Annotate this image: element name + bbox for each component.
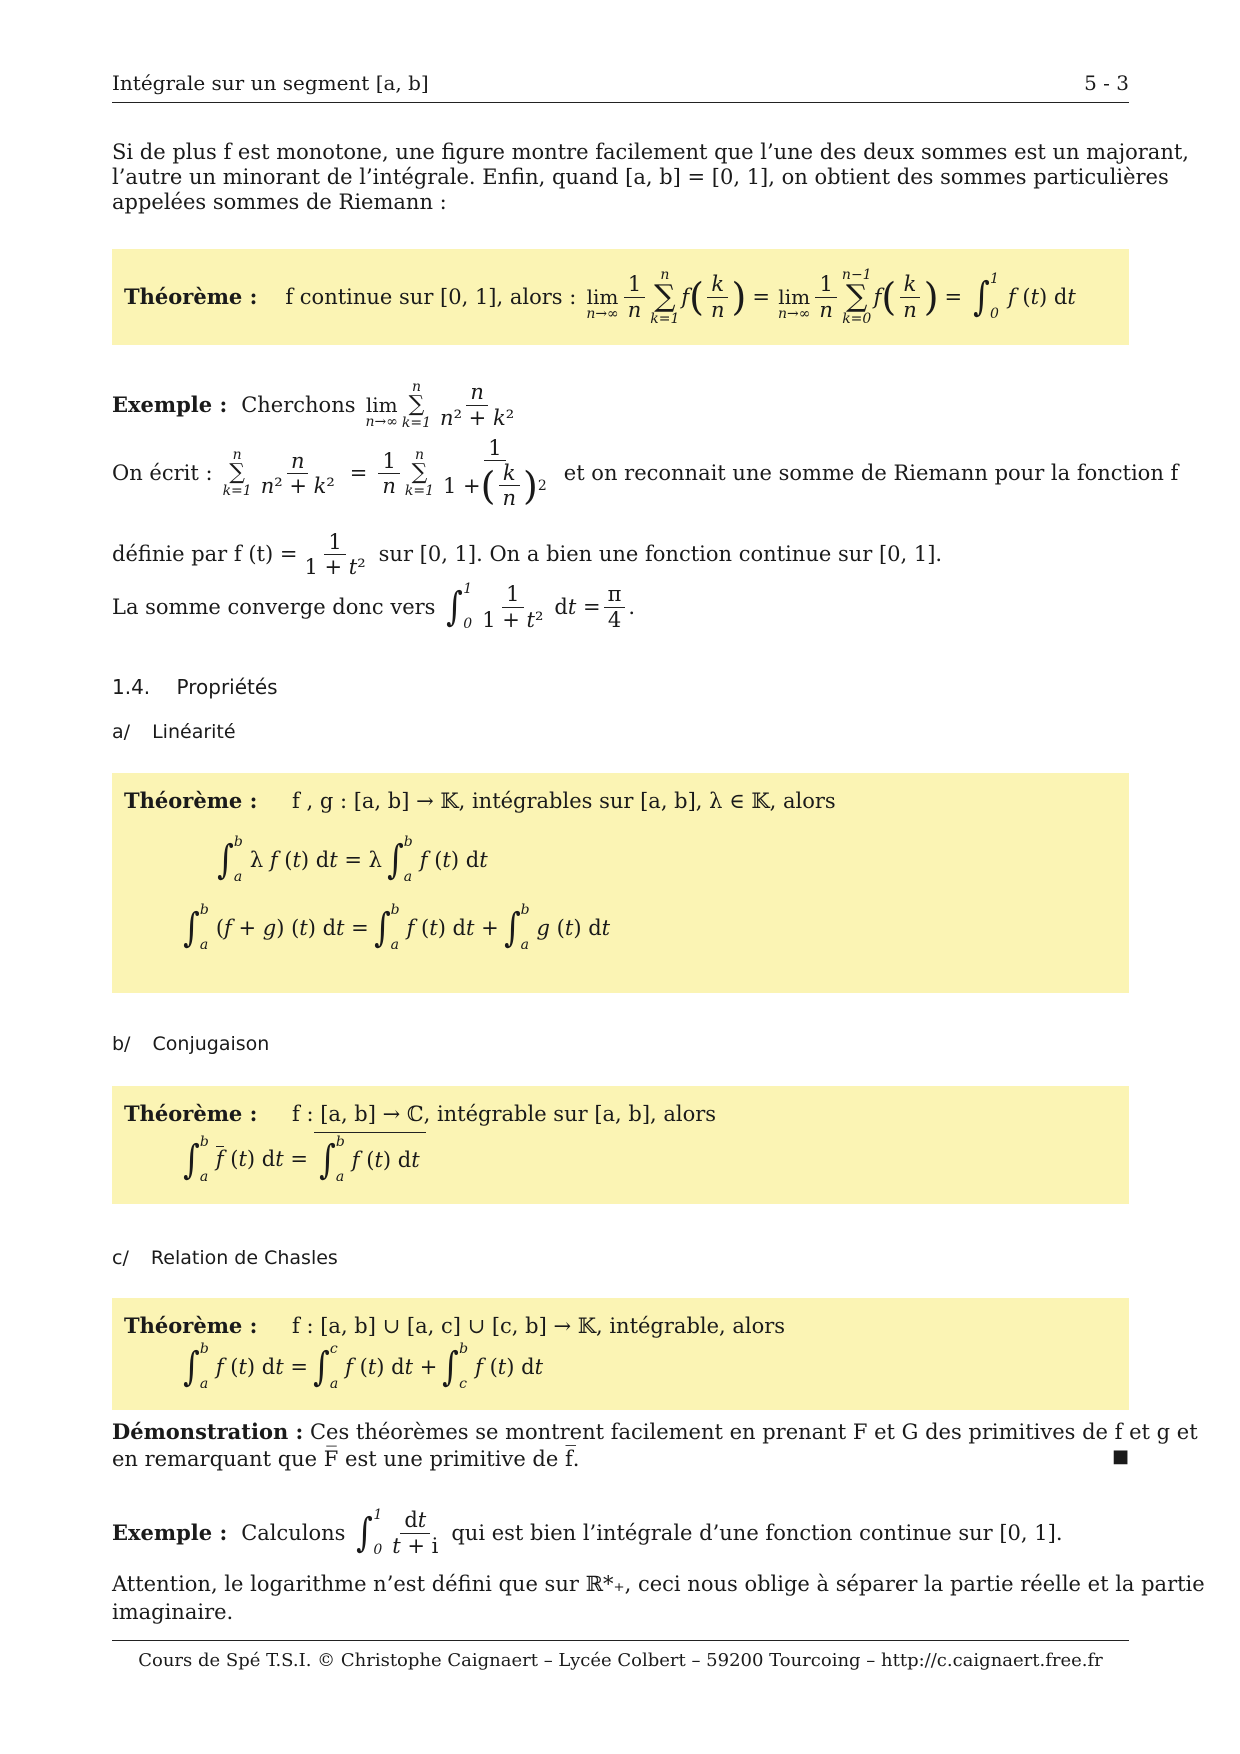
footer-text: Cours de Spé T.S.I. © Christophe Caignaert – Lycée Colbert – 59200 Tourcoing – http://c.caignaert.free.fr (138, 1650, 1103, 1671)
riemann-formula: lim n→∞ $\frac{1}{n}$ n ∑ k=1 f ( $\frac{k}{n}$ ) = lim n→∞ $\frac{1}{n}$ n−1 ∑ k=0 f ( $\frac{k}{n}$ ) = ∫ 1 0 f (t) dt (586, 267, 1076, 327)
theorem-riemann-box (112, 249, 1129, 345)
demo-label: Démonstration : (112, 1419, 304, 1444)
subsection-c-title: Relation de Chasles (150, 1247, 338, 1269)
function-fraction: $\frac{1}{\text{1 + t²}}$ (304, 530, 366, 580)
intro-line-2: l’autre un minorant de l’intégrale. Enfin, quand [a, b] = [0, 1], on obtient des sommes particulières (112, 165, 1169, 189)
example-text-3a: définie par f (t) = (112, 542, 298, 567)
section-title: Propriétés (176, 675, 278, 699)
example-line-3: imaginaire. (112, 1600, 234, 1624)
theorem-text: f , g : [a, b] → 𝕂, intégrables sur [a, b], λ ∈ 𝕂, alors (292, 789, 836, 813)
result-formula: ∫ 1 0 $\frac{1}{\text{1 + t²}}$ dt = $\frac{\pi}{4}$ . (446, 581, 636, 633)
example-line-2: Attention, le logarithme n’est défini que sur ℝ*₊, ceci nous oblige à séparer la partie réelle et la partie (112, 1572, 1205, 1596)
linearity-formula-1: ∫ b a λ f (t) dt = λ ∫ b a f (t) dt (217, 834, 488, 886)
limit-formula: lim n→∞ n ∑ k=1 $\frac{n}{\text{n² + k²}}$ (365, 379, 515, 431)
example-label: Exemple : (112, 1519, 228, 1545)
theorem-text: f : [a, b] → ℂ, intégrable sur [a, b], alors (292, 1102, 717, 1126)
integral-formula: ∫ 1 0 $\frac{dt}{t + i}$ (356, 1507, 439, 1559)
demonstration (112, 1418, 1198, 1474)
demo-line-1: Ces théorèmes se montrent facilement en prenant F et G des primitives de f et g et (309, 1420, 1198, 1444)
example-text-2a: On écrit : (112, 461, 213, 486)
subsection-b (112, 1032, 1129, 1058)
chasles-formula: ∫ b a f (t) dt = ∫ c a f (t) dt + ∫ b c f (t) dt (183, 1341, 544, 1393)
section-number: 1.4. (112, 675, 151, 699)
qed-square-icon: ■ (1111, 1446, 1129, 1467)
subsection-a-title: Linéarité (152, 721, 236, 743)
theorem-label: Théorème : (124, 283, 258, 309)
conjugation-formula: ∫ b a f (t) dt = ∫ b a f (t) dt (178, 1132, 426, 1187)
example-text-3b: sur [0, 1]. On a bien une fonction continue sur [0, 1]. (378, 542, 943, 567)
section-heading (112, 674, 1129, 701)
theorem-chasles-box (112, 1298, 1129, 1410)
linearity-formula-2: ∫ b a (f + g) (t) dt = ∫ b a f (t) dt + ∫ b a g (t) dt (183, 902, 611, 954)
header-title: Intégrale sur un segment [a, b] (112, 71, 429, 95)
rewrite-formula: n ∑ k=1 $\frac{n}{\text{n² + k²}}$ = $\frac{1}{n}$ n ∑ k=1 1 1 + ( $\frac{k}{n}$ ) 2 (222, 436, 547, 511)
example-text-1b: qui est bien l’intégrale d’une fonction continue sur [0, 1]. (451, 1520, 1063, 1545)
example-text-2b: et on reconnait une somme de Riemann pour la fonction f (563, 461, 1179, 486)
intro-line-1: Si de plus f est monotone, une figure montre facilement que l’une des deux sommes est un majorant, (112, 140, 1189, 164)
page-footer (112, 1640, 1129, 1673)
theorem-label: Théorème : (124, 1313, 258, 1338)
example-2 (112, 1506, 1205, 1626)
intro-line-3: appelées sommes de Riemann : (112, 190, 447, 214)
example-text-1a: Calculons (241, 1520, 346, 1545)
theorem-text: f : [a, b] ∪ [a, c] ∪ [c, b] → 𝕂, intégrable, alors (292, 1314, 786, 1338)
subsection-c (112, 1246, 1129, 1272)
page-header (112, 70, 1129, 103)
theorem-conjugation-box (112, 1086, 1129, 1204)
subsection-b-title: Conjugaison (152, 1033, 270, 1055)
subsection-a-number: a/ (112, 721, 131, 743)
example-label: Exemple : (112, 391, 228, 417)
subsection-c-number: c/ (112, 1247, 129, 1269)
example-1 (112, 379, 1179, 650)
demo-line-2: en remarquant que F̅ est une primitive de f̅. (112, 1447, 580, 1471)
theorem-text: f continue sur [0, 1], alors : (285, 284, 577, 309)
subsection-b-number: b/ (112, 1033, 131, 1055)
example-text-1: Cherchons (241, 392, 356, 417)
theorem-label: Théorème : (124, 1101, 258, 1126)
theorem-linearity-box (112, 773, 1129, 993)
subsection-a (112, 720, 1129, 746)
example-text-4: La somme converge donc vers (112, 594, 436, 619)
theorem-label: Théorème : (124, 788, 258, 813)
page-number: 5 - 3 (1084, 71, 1129, 95)
